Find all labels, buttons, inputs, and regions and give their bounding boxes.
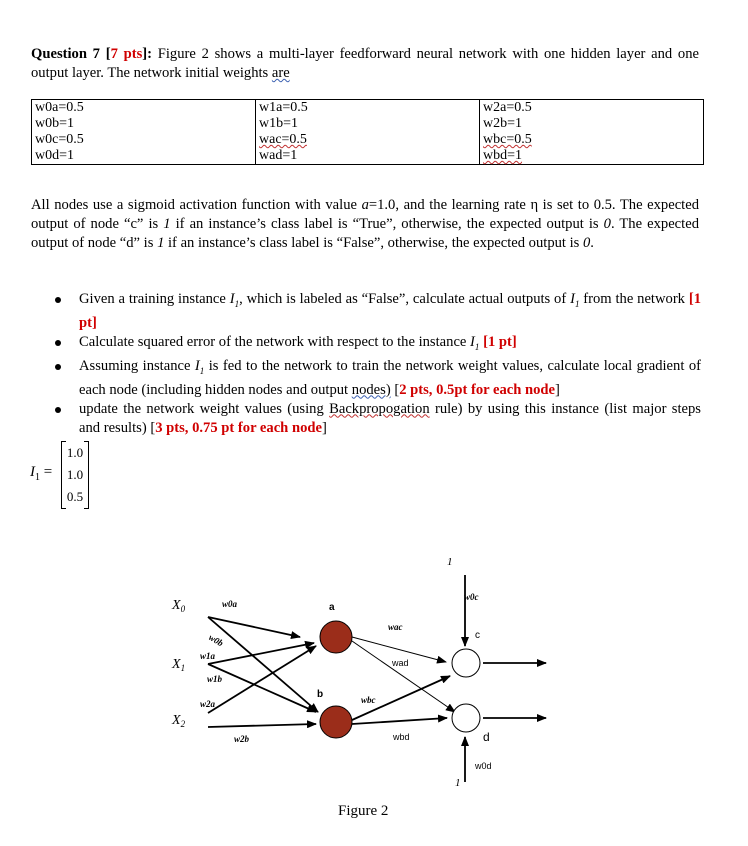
vector-entry: 1.0 [66, 445, 84, 460]
table-cell: wac=0.5 [256, 132, 480, 148]
weight-label-wbd: wbd [393, 732, 410, 742]
node-label-b: b [317, 689, 324, 700]
bias-label-bottom: 1 [455, 777, 461, 789]
list-item: update the network weight values (using Backpropogation rule) by using this instance (list major steps and results) [3 pts, 0.75 pt for each node] [49, 400, 701, 438]
vector-entry: 0.5 [66, 489, 84, 504]
input-label-x0: $X_0$ [172, 598, 186, 614]
hidden-node-a [320, 621, 352, 653]
description-paragraph: All nodes use a sigmoid activation function with value a=1.0, and the learning rate η is set to 0.5. The expected output of node “c” is 1 if an instance’s class label is “True”, otherwise, the expected output is 0. The expected output of node “d” is 1 if an instance’s class label is “False”, otherwise, the expected output is 0. [31, 197, 700, 251]
node-label-a: a [329, 602, 335, 613]
weight-label-wad: wad [392, 658, 409, 668]
edge-x0-a [208, 617, 300, 637]
list-item: Assuming instance $I_1$ is fed to the network to train the network weight values, calculate local gradient of each node (including hidden nodes and output nodes) [2 pts, 0.5pt for each node] [49, 357, 701, 400]
list-item: Calculate squared error of the network with respect to the instance $I_1$ [1 pt] [49, 333, 701, 357]
table-cell: w0d=1 [32, 148, 256, 165]
input-label-x2: $X_2$ [172, 713, 186, 729]
figure-caption: Figure 2 [338, 803, 389, 819]
points-close: ]: [142, 46, 153, 62]
weight-label-w0b: w0b [207, 632, 226, 649]
weight-label-w0d: w0d [475, 761, 492, 771]
weight-label-w1a: w1a [200, 651, 216, 661]
table-cell: w0c=0.5 [32, 132, 256, 148]
edge-b-d [352, 718, 447, 724]
weight-label-w2a: w2a [200, 699, 216, 709]
bias-label-top: 1 [447, 556, 453, 568]
output-node-c [452, 649, 480, 677]
table-cell: wbc=0.5 [480, 132, 704, 148]
weight-label-w0c: w0c [464, 592, 479, 602]
weight-label-wbc: wbc [361, 695, 376, 705]
weight-label-w2b: w2b [234, 734, 250, 744]
edge-x0-b [208, 617, 318, 712]
question-intro: Figure 2 shows a multi-layer feedforward neural network with one hidden layer and one output layer. The network initial weights [31, 46, 699, 81]
node-label-c: c [475, 630, 480, 641]
weight-label-w0a: w0a [222, 599, 238, 609]
question-points: 7 pts [110, 46, 143, 62]
question-intro-tail: are [271, 65, 290, 81]
input-label-x1: $X_1$ [172, 657, 186, 673]
output-node-d [452, 704, 480, 732]
points-open: [ [105, 46, 111, 62]
edge-x1-b [208, 664, 316, 712]
table-cell: w1b=1 [256, 116, 480, 132]
node-label-d: d [483, 730, 490, 744]
table-cell: wad=1 [256, 148, 480, 165]
list-item: Given a training instance $I_1$, which is labeled as “False”, calculate actual outputs of $I_1$ from the network [1 pt] [49, 290, 701, 333]
edge-x2-a [208, 646, 316, 713]
table-cell: w0b=1 [32, 116, 256, 132]
weight-label-wac: wac [388, 622, 403, 632]
table-cell: w0a=0.5 [32, 100, 256, 117]
weight-label-w1b: w1b [207, 674, 223, 684]
edge-x2-b [208, 724, 316, 727]
table-cell: wbd=1 [480, 148, 704, 165]
instance-label: $I_1$ = [30, 464, 53, 483]
question-label: Question 7 [31, 46, 100, 62]
hidden-node-b [320, 706, 352, 738]
vector-entry: 1.0 [66, 467, 84, 482]
table-cell: w1a=0.5 [256, 100, 480, 117]
edge-x1-a [208, 643, 314, 664]
table-cell: w2a=0.5 [480, 100, 704, 117]
table-cell: w2b=1 [480, 116, 704, 132]
